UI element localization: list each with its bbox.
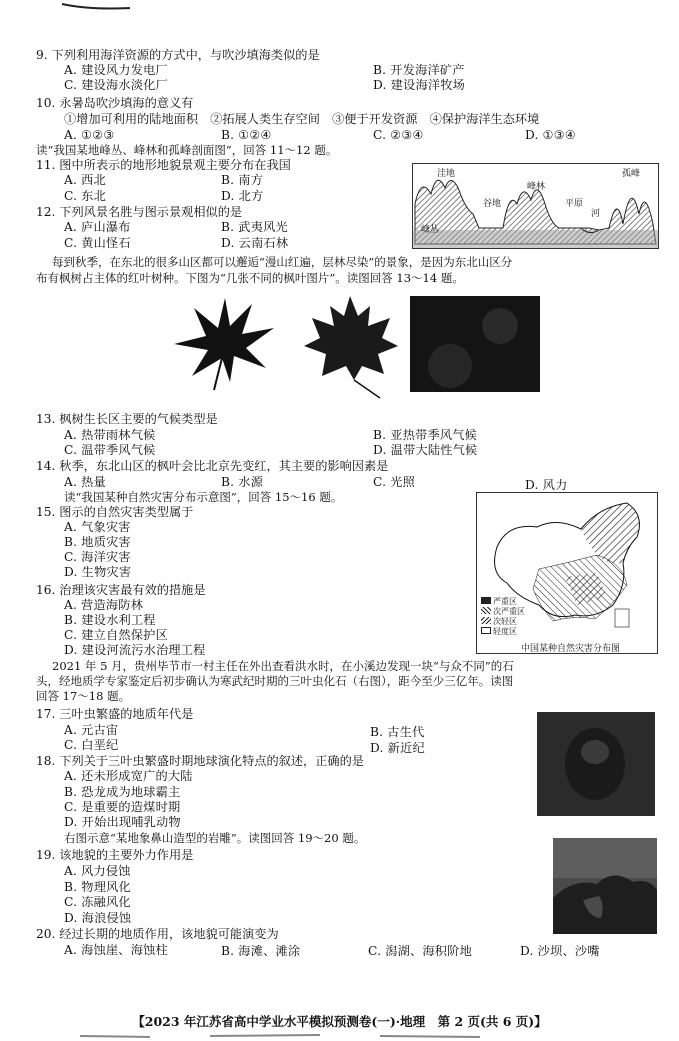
q18-stem: 18. 下列关于三叶虫繁盛时期地球演化特点的叙述，正确的是 bbox=[36, 754, 364, 768]
page-footer: 【2023 年江苏省高中学业水平模拟预测卷(一)·地理 第 2 页(共 6 页)】 bbox=[132, 1014, 547, 1029]
elephant-rock-photo bbox=[553, 838, 657, 934]
intro-17-18-line2: 头，经地质学专家鉴定后初步确认为寒武纪时期的三叶虫化石（右图），距今至少三亿年。读图 bbox=[36, 674, 514, 688]
intro-11-12: 读“我国某地峰丛、峰林和孤峰剖面图”，回答 11～12 题。 bbox=[36, 143, 338, 157]
label-he: 河 bbox=[591, 209, 601, 219]
legend-item: 轻度区 bbox=[493, 627, 517, 636]
q12-option-a: A. 庐山瀑布 bbox=[64, 220, 131, 234]
q19-option-a: A. 风力侵蚀 bbox=[64, 864, 131, 878]
q20-option-c: C. 潟湖、海积阶地 bbox=[368, 944, 472, 958]
q19-option-d: D. 海浪侵蚀 bbox=[64, 911, 132, 925]
q16-option-a: A. 营造海防林 bbox=[64, 598, 144, 612]
q9-stem: 9. 下列利用海洋资源的方式中，与吹沙填海类似的是 bbox=[36, 48, 320, 62]
q13-option-c: C. 温带季风气候 bbox=[64, 443, 156, 457]
map-legend bbox=[481, 597, 525, 637]
maple-leaf-image-1 bbox=[170, 292, 280, 392]
q20-option-d: D. 沙坝、沙嘴 bbox=[520, 944, 600, 958]
q16-option-d: D. 建设河流污水治理工程 bbox=[64, 643, 206, 657]
label-fengcong: 峰丛 bbox=[421, 225, 440, 235]
q14-option-d: D. 风力 bbox=[525, 478, 568, 492]
q13-option-b: B. 亚热带季风气候 bbox=[373, 428, 478, 442]
q13-stem: 13. 枫树生长区主要的气候类型是 bbox=[36, 412, 218, 426]
label-gudi: 谷地 bbox=[483, 199, 502, 209]
intro-17-18-line3: 回答 17～18 题。 bbox=[36, 689, 131, 703]
q13-option-a: A. 热带雨林气候 bbox=[64, 428, 156, 442]
label-wadi: 洼地 bbox=[437, 169, 456, 179]
q11-option-b: B. 南方 bbox=[221, 173, 264, 187]
q11-option-d: D. 北方 bbox=[221, 189, 264, 203]
q18-option-b: B. 恐龙成为地球霸主 bbox=[64, 785, 181, 799]
q9-option-d: D. 建设海洋牧场 bbox=[373, 78, 466, 92]
q15-option-d: D. 生物灾害 bbox=[64, 565, 132, 579]
legend-item: 严重区 bbox=[493, 597, 517, 606]
scan-smudge bbox=[60, 1033, 620, 1039]
label-fenglin: 峰林 bbox=[527, 182, 546, 192]
q9-option-a: A. 建设风力发电厂 bbox=[64, 63, 168, 77]
q18-option-c: C. 是重要的造煤时期 bbox=[64, 800, 181, 814]
q15-option-c: C. 海洋灾害 bbox=[64, 550, 131, 564]
q12-option-b: B. 武夷风光 bbox=[221, 220, 288, 234]
q12-option-d: D. 云南石林 bbox=[221, 236, 289, 250]
q13-option-d: D. 温带大陆性气候 bbox=[373, 443, 478, 457]
maple-leaf-image-2 bbox=[300, 292, 400, 400]
karst-profile-figure bbox=[412, 163, 659, 249]
q17-stem: 17. 三叶虫繁盛的地质年代是 bbox=[36, 707, 194, 721]
q14-stem: 14. 秋季，东北山区的枫叶会比北京先变红，其主要的影响因素是 bbox=[36, 459, 389, 473]
q9-option-c: C. 建设海水淡化厂 bbox=[64, 78, 168, 92]
legend-item: 次轻区 bbox=[493, 617, 517, 626]
q20-stem: 20. 经过长期的地质作用，该地貌可能演变为 bbox=[36, 927, 279, 941]
q10-stem: 10. 永暑岛吹沙填海的意义有 bbox=[36, 96, 194, 110]
q16-stem: 16. 治理该灾害最有效的措施是 bbox=[36, 583, 206, 597]
q17-option-d: D. 新近纪 bbox=[370, 741, 425, 755]
intro-13-14-line2: 布有枫树占主体的红叶树种。下图为“几张不同的枫叶图片”。读图回答 13～14 题。 bbox=[36, 271, 464, 285]
q9-option-b: B. 开发海洋矿产 bbox=[373, 63, 465, 77]
intro-13-14-line1: 每到秋季，在东北的很多山区都可以邂逅“漫山红遍，层林尽染”的景象，是因为东北山区分 bbox=[52, 255, 513, 269]
q20-option-b: B. 海滩、滩涂 bbox=[221, 944, 301, 958]
q16-option-c: C. 建立自然保护区 bbox=[64, 628, 168, 642]
q19-option-b: B. 物理风化 bbox=[64, 880, 131, 894]
q10-option-c: C. ②③④ bbox=[373, 128, 424, 142]
label-pingyuan: 平原 bbox=[565, 199, 584, 209]
maple-forest-photo bbox=[410, 296, 540, 392]
q18-option-d: D. 开始出现哺乳动物 bbox=[64, 815, 181, 829]
q17-option-a: A. 元古宙 bbox=[64, 723, 119, 737]
q11-stem: 11. 图中所表示的地形地貌景观主要分布在我国 bbox=[36, 158, 291, 172]
q10-option-b: B. ①②④ bbox=[221, 128, 272, 142]
q19-option-c: C. 冻融风化 bbox=[64, 895, 131, 909]
china-disaster-map bbox=[476, 492, 658, 654]
map-caption: 中国某种自然灾害分布图 bbox=[521, 644, 621, 654]
q10-option-a: A. ①②③ bbox=[64, 128, 115, 142]
legend-item: 次严重区 bbox=[493, 607, 525, 616]
intro-15-16: 读“我国某种自然灾害分布示意图”，回答 15～16 题。 bbox=[64, 490, 343, 504]
intro-19-20: 右图示意“某地象鼻山造型的岩雕”。读图回答 19～20 题。 bbox=[64, 831, 366, 845]
q19-stem: 19. 该地貌的主要外力作用是 bbox=[36, 848, 194, 862]
q18-option-a: A. 还未形成宽广的大陆 bbox=[64, 769, 193, 783]
q11-option-a: A. 西北 bbox=[64, 173, 106, 187]
label-gufeng: 孤峰 bbox=[622, 169, 641, 179]
q15-option-b: B. 地质灾害 bbox=[64, 535, 131, 549]
q12-stem: 12. 下列风景名胜与图示景观相似的是 bbox=[36, 205, 243, 219]
q17-option-b: B. 古生代 bbox=[370, 725, 425, 739]
q20-option-a: A. 海蚀崖、海蚀柱 bbox=[64, 943, 168, 957]
q10-option-d: D. ①③④ bbox=[525, 128, 577, 142]
q10-items: ①增加可利用的陆地面积 ②拓展人类生存空间 ③便于开发资源 ④保护海洋生态环境 bbox=[64, 112, 540, 126]
q14-option-a: A. 热量 bbox=[64, 475, 106, 489]
q15-option-a: A. 气象灾害 bbox=[64, 520, 131, 534]
q11-option-c: C. 东北 bbox=[64, 189, 107, 203]
scan-mark bbox=[60, 0, 140, 12]
q17-option-c: C. 白垩纪 bbox=[64, 738, 119, 752]
q16-option-b: B. 建设水利工程 bbox=[64, 613, 156, 627]
q14-option-b: B. 水源 bbox=[221, 475, 264, 489]
q15-stem: 15. 图示的自然灾害类型属于 bbox=[36, 505, 194, 519]
intro-17-18-line1: 2021 年 5 月，贵州毕节市一村主任在外出查看洪水时，在小溪边发现一块“与众不同”的石 bbox=[52, 659, 514, 673]
trilobite-fossil-photo bbox=[537, 712, 655, 816]
q14-option-c: C. 光照 bbox=[373, 475, 416, 489]
q12-option-c: C. 黄山怪石 bbox=[64, 236, 131, 250]
